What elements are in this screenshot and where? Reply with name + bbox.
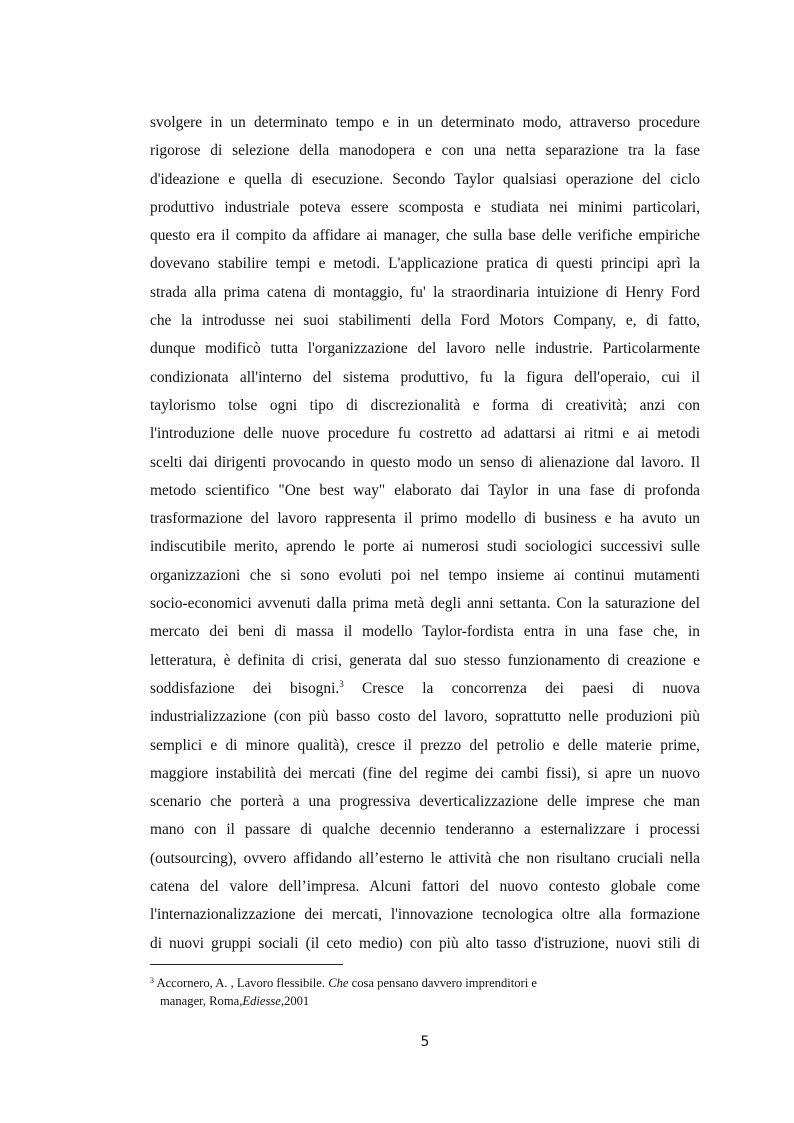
text-segment: Cresce la concorrenza dei paesi di nuova <box>362 679 700 697</box>
text-segment: soddisfazione dei bisogni. <box>150 679 340 697</box>
text-line: scenario che porterà a una progressiva deverticalizzazione delle imprese che man <box>150 793 700 811</box>
text-line: mano con il passare di qualche decennio tenderanno a esternalizzare i processi <box>150 821 700 839</box>
text-line: indiscutibile merito, aprendo le porte ai numerosi studi sociologici successivi sulle <box>150 538 700 556</box>
text-line: d'ideazione e quella di esecuzione. Secondo Taylor qualsiasi operazione del ciclo <box>150 170 700 188</box>
footnote-line <box>150 976 537 990</box>
footnote-reference[interactable]: 3 <box>339 678 344 689</box>
text-line: letteratura, è definita di crisi, generata dal suo stesso funzionamento di creazione e <box>150 651 700 669</box>
footnote-line <box>150 992 710 1010</box>
footnote-text: 2001 <box>284 994 310 1008</box>
text-line: svolgere in un determinato tempo e in un determinato modo, attraverso procedure <box>150 114 700 131</box>
text-line: socio-economici avvenuti dalla prima metà degli anni settanta. Con la saturazione del <box>150 595 700 613</box>
text-line: semplici e di minore qualità), cresce il prezzo del petrolio e delle materie prime, <box>150 736 700 754</box>
text-line: catena del valore dell’impresa. Alcuni fattori del nuovo contesto globale come <box>150 878 700 896</box>
text-line: che la introdusse nei suoi stabilimenti della Ford Motors Company, e, di fatto, <box>150 312 700 330</box>
text-line: organizzazioni che si sono evoluti poi nel tempo insieme ai continui mutamenti <box>150 566 700 584</box>
text-line: industrializzazione (con più basso costo del lavoro, soprattutto nelle produzioni più <box>150 708 700 726</box>
footnote-text: manager, Roma, <box>160 994 243 1008</box>
text-line: mercato dei beni di massa il modello Taylor-fordista entra in una fase che, in <box>150 623 700 641</box>
text-line: maggiore instabilità dei mercati (fine del regime dei cambi fissi), si apre un nuovo <box>150 764 700 782</box>
text-line-with-footnote-ref <box>150 675 700 703</box>
text-line: condizionata all'interno del sistema produttivo, fu la figura dell'operaio, cui il <box>150 368 700 386</box>
page-number: 5 <box>420 1034 430 1050</box>
text-line: l'introduzione delle nuove procedure fu costretto ad adattarsi ai ritmi e ai metodi <box>150 425 700 443</box>
text-line: produttivo industriale poteva essere scomposta e studiata nei minimi particolari, <box>150 198 700 216</box>
text-line: questo era il compito da affidare ai manager, che sulla base delle verifiche empiriche <box>150 227 700 245</box>
text-line: l'internazionalizzazione dei mercati, l'innovazione tecnologica oltre alla formazione <box>150 906 700 924</box>
text-line: di nuovi gruppi sociali (il ceto medio) con più alto tasso d'istruzione, nuovi stili di <box>150 934 700 952</box>
footnote <box>150 974 710 1010</box>
footnote-text: Accornero, A. , Lavoro flessibile. <box>156 976 329 990</box>
text-line: rigorose di selezione della manodopera e con una netta separazione tra la fase <box>150 142 700 160</box>
footnote-italic-text: Ediesse, <box>242 994 285 1008</box>
text-line: taylorismo tolse ogni tipo di discrezionalità e forma di creatività; anzi con <box>150 396 700 414</box>
text-line: scelti dai dirigenti provocando in questo modo un senso di alienazione dal lavoro. Il <box>150 453 700 471</box>
text-line: trasformazione del lavoro rappresenta il primo modello di business e ha avuto un <box>150 510 700 528</box>
text-line: dunque modificò tutta l'organizzazione del lavoro nelle industrie. Particolarmente <box>150 340 700 358</box>
text-line: (outsourcing), ovvero affidando all’esterno le attività che non risultano cruciali nella <box>150 849 700 867</box>
footnote-marker: 3 <box>150 976 154 985</box>
footnote-separator <box>150 964 343 965</box>
text-line: dovevano stabilire tempi e metodi. L'applicazione pratica di questi principi aprì la <box>150 255 700 273</box>
footnote-italic-text: Che <box>328 976 349 990</box>
text-line: strada alla prima catena di montaggio, fu' la straordinaria intuizione di Henry Ford <box>150 283 700 301</box>
text-line: metodo scientifico "One best way" elaborato dai Taylor in una fase di profonda <box>150 481 700 499</box>
footnote-text: cosa pensano davvero imprenditori e <box>348 976 537 990</box>
body-text <box>150 109 700 958</box>
